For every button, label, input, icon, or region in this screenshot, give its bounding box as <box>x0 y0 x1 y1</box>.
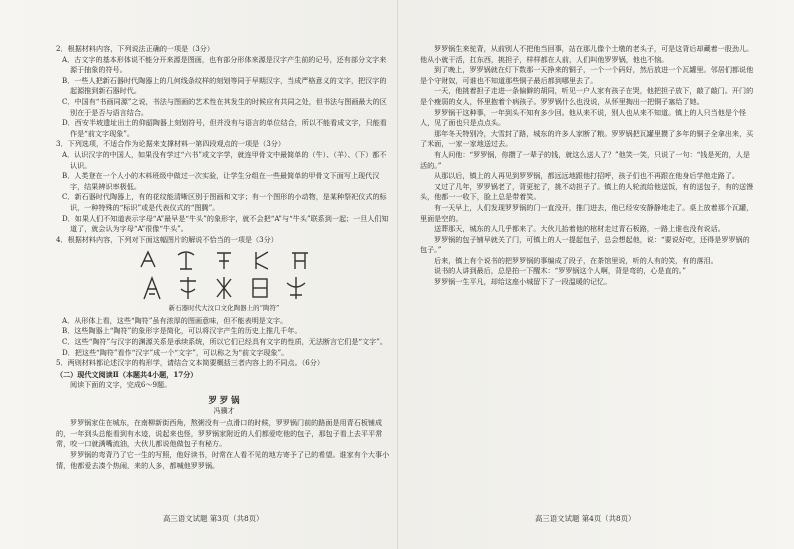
option-4a: A．从形体上看，这些“陶符”虽有浓厚的图画意味，但不能表明是文字。 <box>62 315 288 325</box>
body-paragraph-13: 说书的人讲到最后，总是拍一下醒木：“罗罗锅这个人啊，背是弯的，心是直的。” <box>434 266 686 276</box>
body-paragraph-11: 罗罗锅的包子铺早就关了门，可镇上的人一提起包子，总会想起他，说：“要说好吃，还得是罗罗锅的包子。” <box>420 234 750 255</box>
glyph-10 <box>285 275 307 301</box>
option-4b: B．这些陶器上“陶符”的象形字是简化，可以将汉字产生的历史上推几千年。 <box>62 326 302 336</box>
glyph-3 <box>213 249 235 271</box>
option-2c: C．中国有“书画同源”之说，书法与图画的艺术性在其发生的时候应有共同之处，但书法与图画最大的区别在于是否与语言结合。 <box>62 96 387 117</box>
page-3 <box>56 44 392 471</box>
page-4 <box>420 44 756 288</box>
glyph-1 <box>137 249 159 271</box>
option-4c: C．这些“陶符”与汉字的渊源关系是承续系统，所以它们已经具有文字的性质，无法断言它们是“文字”。 <box>62 337 387 347</box>
option-3c: C．新石器时代陶器上，有的花纹能清晰区别于图画和文字；有一个图形的小动物，是某种祭祀仪式的标识，一种特殊的“标识”或是代表仪式的“图腾”。 <box>62 192 387 212</box>
body-paragraph-10: 送葬那天，城东的人几乎都来了。大伙儿抬着他的棺材走过青石板路，一路上谁也没有说话。 <box>434 224 725 234</box>
body-paragraph-7: 从那以后，镇上的人再见到罗罗锅，都远远地跟他打招呼，孩子们也不再跟在他身后学他走路了。 <box>434 171 740 181</box>
glyph-9 <box>249 275 271 301</box>
option-2d: D．西安半坡遗址出土的仰韶陶器上刻划符号，但并没有与语言的单位结合，所以不能看成文字，只能看作是“前文字现象”。 <box>62 118 387 138</box>
body-paragraph-9: 有一天早上，人们发现罗罗锅的门一直没开，推门进去，他已经安安静静地走了。桌上放着那个瓦罐，里面是空的。 <box>420 202 754 223</box>
option-4d: D．把这些“陶符”看作“汉字”成一个“文字”，可以称之为“前文字现象”。 <box>62 347 289 357</box>
glyph-7 <box>177 275 199 301</box>
body-paragraph-8: 又过了几年，罗罗锅老了，背更驼了，挑不动担子了。镇上的人轮流给他送饭，有的送包子，有的送馒头，他都一一收下，脸上总是带着笑。 <box>420 181 754 202</box>
option-2a: A．古文字的基本形体说不能分开来源是图画，也有部分形体来源是汉字产生前的记号，还有部分文字来源于抽象的符号。 <box>62 54 387 75</box>
essay-author: 冯骥才 <box>213 406 235 415</box>
glyph-4 <box>251 249 273 271</box>
question-3: 3．下列选项，不适合作为论据来支撑材料一第四段观点的一项是（3分） <box>56 139 285 149</box>
essay-title: 罗 罗 锅 <box>208 395 240 406</box>
option-3d: D．如果人们不知道表示字母“A”最早是“牛头”的象形字，就不会把“A”与“牛头”联系到一起；一旦人们知道了，就会认为字母“A”很像“牛头”。 <box>62 213 389 234</box>
option-3b: B．人类登在一个人小的木料班级中做过一次实验，让学生分组在一些最简单的甲骨文下面写上现代汉字，结果辨识率极低。 <box>62 171 380 191</box>
body-paragraph-1: 罗罗锅生来驼背，从前别人不把他当回事，站在那儿像个土墩的老头子，可是这背后却藏着一股劲儿。他从小就干活，扛东西，挑担子，样样都在人前，人们叫他罗罗锅，他也不恼。 <box>420 44 754 64</box>
glyph-2 <box>175 249 197 271</box>
body-paragraph-5: 那年冬天特别冷，大雪封了路，城东的许多人家断了粮。罗罗锅把瓦罐里攒了多年的铜子全拿出来，买了米面，一家一家地送过去。 <box>420 128 754 149</box>
section-instruction: 阅读下面的文字，完成6～9题。 <box>70 380 172 390</box>
question-4: 4．根据材料内容，下列对下面这幅图片的解说不恰当的一项是（3分） <box>56 234 278 244</box>
section-heading: （二）现代文阅读Ⅱ（本题共4小题，17分） <box>56 369 198 379</box>
footer-page-3: 高三语文试题 第3页（共8页） <box>163 514 264 523</box>
essay-paragraph-2: 罗罗锅的弯背乃了它一生的写照，他好读书，时常在人看不见的地方寄予了已的希望。谁家有个大事小情，他都爱去凑个热闹，来的人多，都喊他罗罗锅。 <box>56 450 390 470</box>
body-paragraph-12: 后来，镇上有个说书的把罗罗锅的事编成了段子，在茶馆里说，听的人有的笑，有的落泪。 <box>434 255 718 265</box>
body-paragraph-6: 有人问他：“罗罗锅，你攒了一辈子的钱，就这么送人了？”他笑一笑，只说了一句：“钱是死的，人是活的。” <box>420 149 750 170</box>
glyph-caption: 新石器时代大汶口文化陶器上的“陶符” <box>168 304 280 313</box>
page-fold <box>397 0 398 549</box>
body-paragraph-4: 罗罗锅干这种事，一年到头不知有多少回。他从来不说，别人也从来不知道。镇上的人只当他是个怪人，见了面也只是点点头。 <box>420 107 747 128</box>
option-3a: A．认识汉字的中国人，如果没有学过“六书”或文字学，就连甲骨文中最简单的（牛）、（羊）、（下）都不认识。 <box>62 149 387 170</box>
glyph-8 <box>213 275 235 301</box>
body-paragraph-2: 到了晚上，罗罗锅就在灯下数那一天挣来的铜子，一个一个码好，然后放进一个瓦罐里。邻居们都说他是个守财奴，可谁也不知道那些铜子最后都到哪里去了。 <box>420 65 754 85</box>
body-paragraph-3: 一天，他挑着担子走进一条偏僻的胡同，听见一户人家有孩子在哭，他把担子放下，敲了敲门。开门的是个瘦弱的女人，怀里抱着个病孩子。罗罗锅什么也没说，从怀里掏出一把铜子塞给了她。 <box>420 86 754 106</box>
body-paragraph-14: 罗罗锅一生平凡，却给这座小城留下了一段温暖的记忆。 <box>434 277 612 287</box>
option-2b: B．一些人把新石器时代陶器上的几何线条纹样的刻划等同于早期汉字，当成严格意义的文字，把汉字的起源推到新石器时代。 <box>62 75 387 96</box>
footer-page-4: 高三语文试题 第4页（共8页） <box>535 514 636 523</box>
glyph-row-bottom <box>56 273 392 301</box>
question-2: 2．根据材料内容，下列说法正确的一项是（3分） <box>56 44 214 53</box>
glyph-6 <box>141 275 163 301</box>
question-5: 5．两则材料都论述汉字的构形学，请结合文本简要概括三者内容上的不同点。（6分） <box>56 358 324 368</box>
glyph-5 <box>289 249 311 271</box>
glyph-row-top <box>56 247 392 271</box>
essay-paragraph-1: 罗罗锅家住在城东，在南柳新街西角，熬粥没有一点滑口的时候，罗罗锅门前的路面是用青石板铺成的，一年到头总能看到有水迹，说起来也怪，罗罗锅家附近的人们都爱吃他的包子，那包子看上去平平常常，咬一口就满嘴流油，大伙儿都说他做包子有秘方。 <box>56 418 383 449</box>
